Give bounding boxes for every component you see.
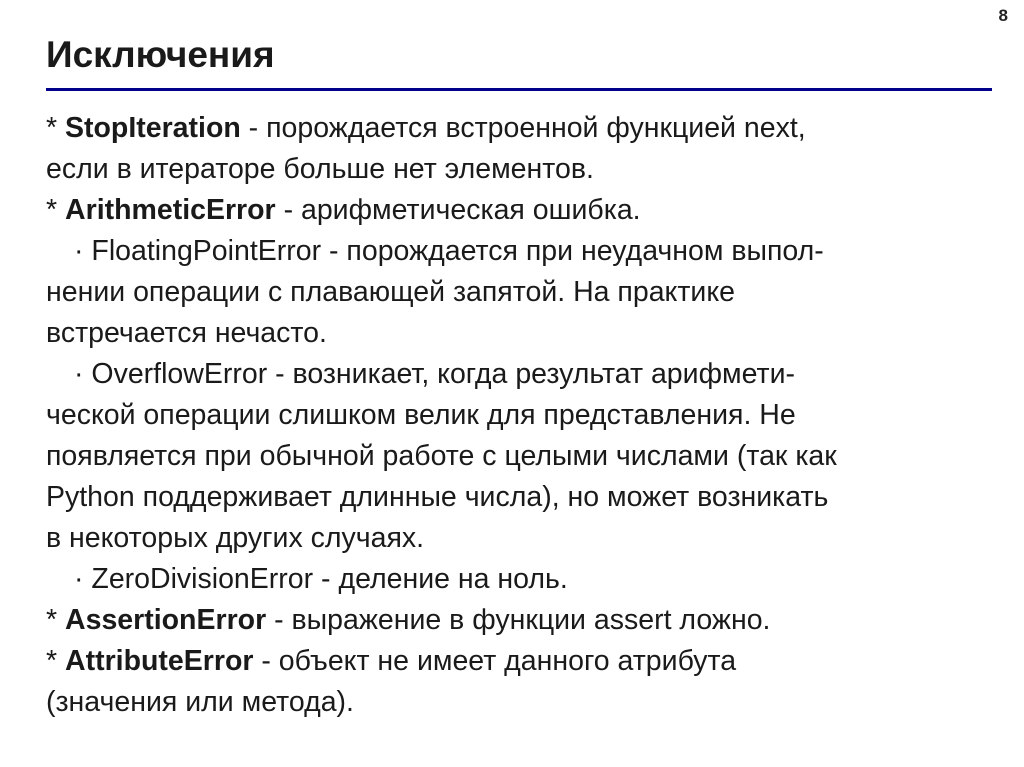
- description-text: - объект не имеет данного атрибута: [253, 645, 737, 677]
- text-line: [46, 354, 1006, 395]
- bullet-marker: *: [46, 194, 66, 226]
- description-text: - порождается встроенной функцией next,: [240, 112, 806, 144]
- exception-name: AttributeError: [65, 645, 254, 677]
- exception-name: StopIteration: [65, 112, 241, 144]
- bullet-marker: *: [46, 112, 66, 144]
- exception-name: ArithmeticError: [65, 194, 276, 226]
- page-number: 8: [998, 6, 1008, 25]
- description-text: (значения или метода).: [46, 686, 354, 718]
- description-text: если в итераторе больше нет элементов.: [46, 153, 594, 185]
- text-line: [46, 231, 1006, 272]
- text-line: [46, 600, 1006, 641]
- description-text: встречается нечасто.: [46, 317, 327, 349]
- text-line: [46, 190, 1006, 231]
- description-text: в некоторых других случаях.: [46, 522, 425, 554]
- sub-item-text: · FloatingPointError - порождается при неудачном выпол-: [74, 235, 824, 267]
- title-underline: [46, 88, 992, 91]
- exception-name: AssertionError: [65, 604, 267, 636]
- description-text: ческой операции слишком велик для представления. Не: [46, 399, 796, 431]
- description-text: появляется при обычной работе с целыми числами (так как: [46, 440, 837, 472]
- text-line: [46, 436, 1006, 477]
- text-line: [46, 641, 1006, 682]
- text-line: [46, 682, 1006, 723]
- bullet-marker: *: [46, 604, 66, 636]
- text-line: [46, 272, 1006, 313]
- slide-title: Исключения: [46, 34, 275, 75]
- sub-item-text: · OverflowError - возникает, когда результат арифмети-: [74, 358, 795, 390]
- text-line: [46, 518, 1006, 559]
- text-line: [46, 477, 1006, 518]
- bullet-marker: *: [46, 645, 66, 677]
- text-line: [46, 395, 1006, 436]
- slide-body: [46, 108, 1006, 723]
- sub-item-text: · ZeroDivisionError - деление на ноль.: [74, 563, 568, 595]
- text-line: [46, 108, 1006, 149]
- text-line: [46, 559, 1006, 600]
- description-text: Python поддерживает длинные числа), но может возникать: [46, 481, 829, 513]
- description-text: - выражение в функции assert ложно.: [266, 604, 771, 636]
- text-line: [46, 313, 1006, 354]
- description-text: - арифметическая ошибка.: [275, 194, 641, 226]
- description-text: нении операции с плавающей запятой. На практике: [46, 276, 735, 308]
- text-line: [46, 149, 1006, 190]
